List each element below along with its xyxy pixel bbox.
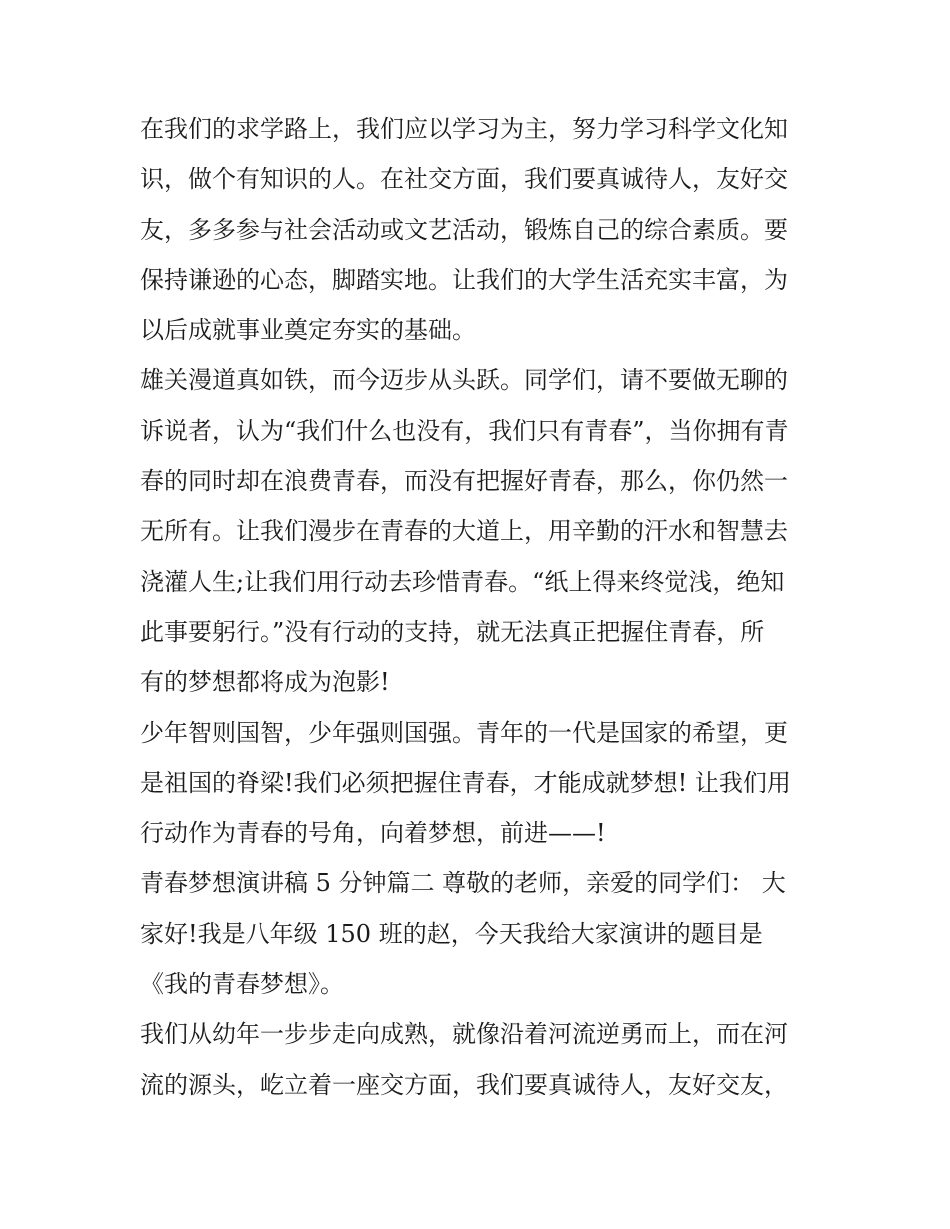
text-line-14: 是祖国的脊梁!我们必须把握住青春，才能成就梦想! 让我们用 [140,768,791,797]
text-line-20: 流的源头，屹立着一座交方面，我们要真诚待人，友好交友， [140,1070,788,1099]
text-line-13: 少年智则国智，少年强则国强。青年的一代是国家的希望，更 [140,718,788,747]
text-line-10: 浇灌人生;让我们用行动去珍惜青春。“纸上得来终觉浅，绝知 [140,567,785,596]
text-line-11: 此事要躬行。”没有行动的支持，就无法真正把握住青春，所 [140,617,765,646]
text-line-5: 以后成就事业奠定夯实的基础。 [140,316,476,345]
text-line-2: 识，做个有知识的人。在社交方面，我们要真诚待人，友好交 [140,165,788,194]
text-line-19: 我们从幼年一步步走向成熟，就像沿着河流逆勇而上，而在河 [140,1020,788,1049]
text-line-9: 无所有。让我们漫步在青春的大道上，用辛勤的汗水和智慧去 [140,517,788,546]
text-line-12: 有的梦想都将成为泡影! [140,668,390,697]
text-line-7: 诉说者，认为“我们什么也没有，我们只有青春”，当你拥有青 [140,416,789,445]
document-body [140,104,820,1110]
text-line-1: 在我们的求学路上，我们应以学习为主，努力学习科学文化知 [140,115,788,143]
text-line-4: 保持谦逊的心态，脚踏实地。让我们的大学生活充实丰富，为 [140,265,788,294]
text-line-16: 青春梦想演讲稿 5 分钟篇二 尊敬的老师，亲爱的同学们： 大 [140,869,786,898]
text-line-8: 春的同时却在浪费青春，而没有把握好青春，那么，你仍然一 [140,467,788,496]
text-line-15: 行动作为青春的号角，向着梦想，前进——! [140,819,606,848]
text-line-3: 友，多多参与社会活动或文艺活动，锻炼自己的综合素质。要 [140,215,788,244]
text-line-18: 《我的青春梦想》。 [140,970,344,999]
text-line-17: 家好!我是八年级 150 班的赵，今天我给大家演讲的题目是 [140,919,763,948]
text-line-6: 雄关漫道真如铁，而今迈步从头跃。同学们，请不要做无聊的 [140,366,788,395]
